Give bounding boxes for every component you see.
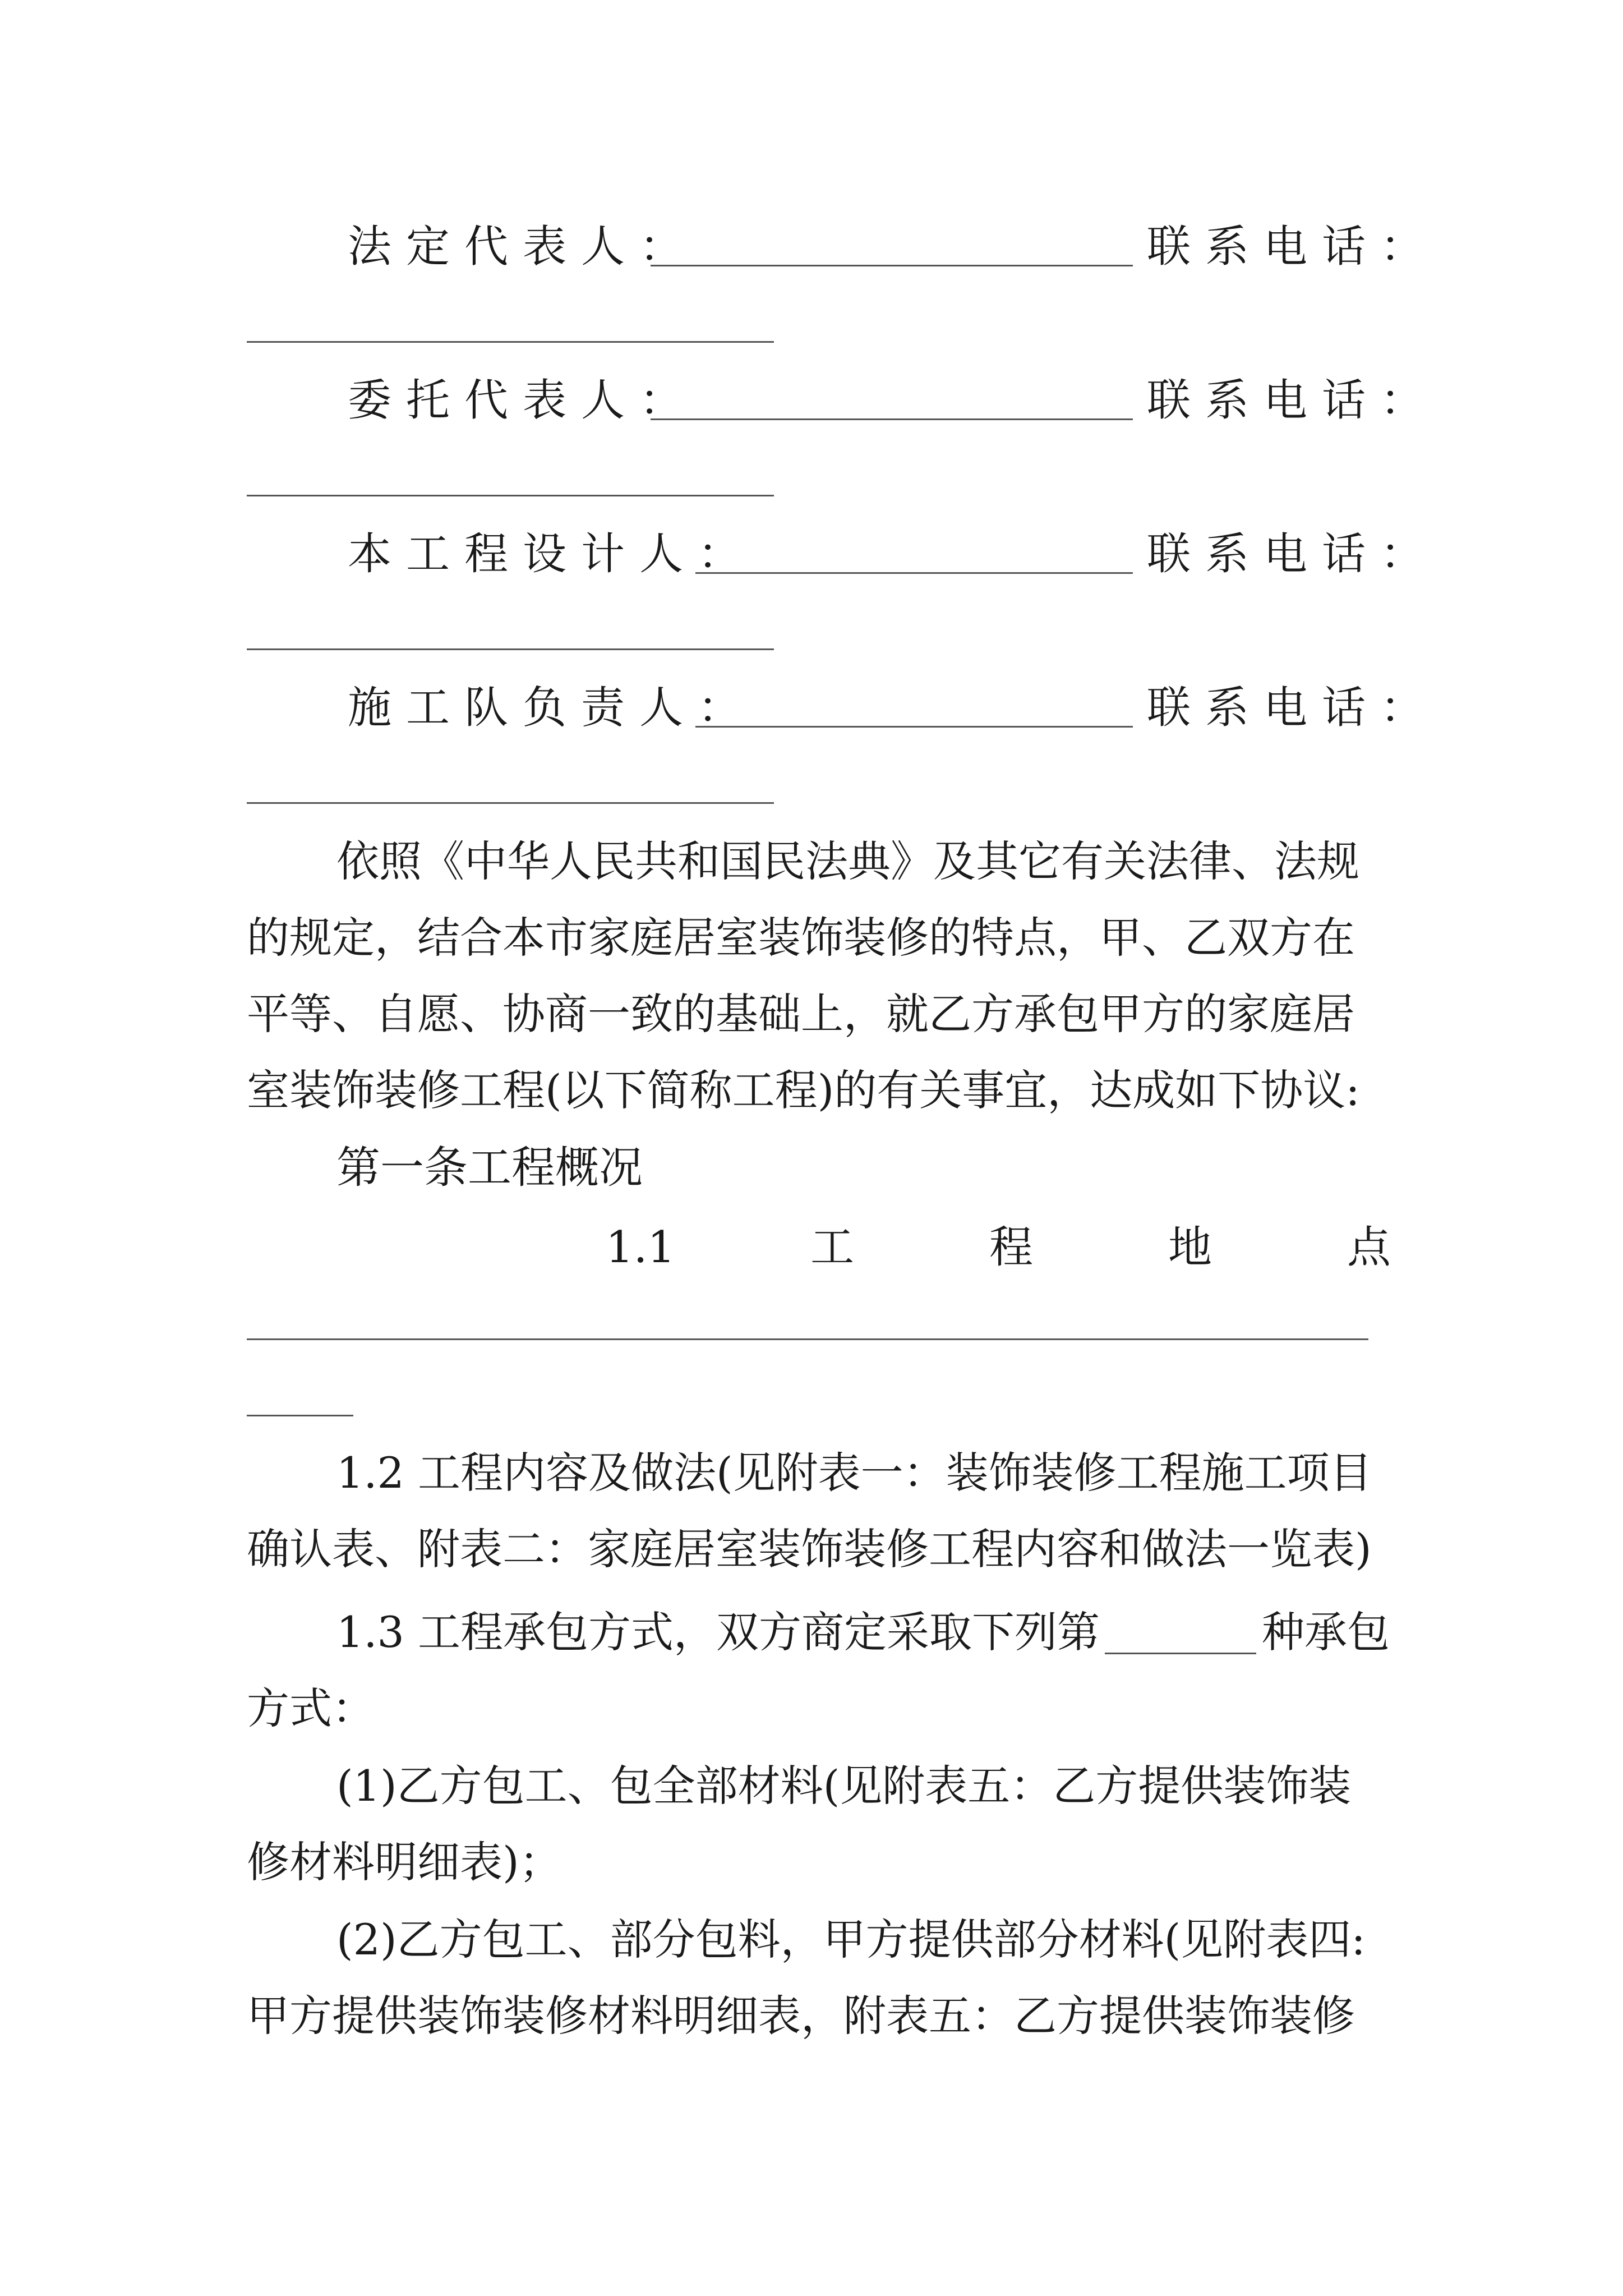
intro-line-3: 平等、自愿、协商一致的基础上，就乙方承包甲方的家庭居	[247, 989, 1355, 1039]
item-1-3-prefix: 1.3 工程承包方式，双方商定采取下列第	[336, 1607, 1100, 1657]
blank-team-lead	[695, 726, 1133, 728]
phone-label-entrusted-rep: 联系电话：	[1147, 375, 1439, 426]
phone-label-team-lead: 联系电话：	[1147, 683, 1439, 733]
blank-project-location	[247, 1338, 1368, 1340]
intro-line-1: 依照《中华人民共和国民法典》及其它有关法律、法规	[336, 836, 1359, 886]
blank-phone-entrusted-rep	[247, 495, 774, 496]
option-2-line-2: 甲方提供装饰装修材料明细表，附表五：乙方提供装饰装修	[247, 1991, 1355, 2041]
item-1-1-char: 程	[989, 1222, 1034, 1273]
item-1-1-row	[606, 1221, 1391, 1274]
phone-label-legal-rep: 联系电话：	[1147, 222, 1439, 272]
intro-line-2: 的规定，结合本市家庭居室装饰装修的特点，甲、乙双方在	[247, 913, 1355, 963]
item-1-3-line-2: 方式：	[247, 1683, 375, 1733]
contact-label-team-lead: 施工队负责人：	[348, 683, 757, 733]
item-1-3-suffix: 种承包	[1262, 1607, 1390, 1657]
phone-label-designer: 联系电话：	[1147, 529, 1439, 579]
blank-designer	[695, 572, 1133, 574]
option-1-line-2: 修材料明细表)；	[247, 1837, 562, 1887]
item-1-1-char: 点	[1347, 1222, 1391, 1273]
blank-contract-mode	[1105, 1653, 1256, 1654]
blank-entrusted-rep	[651, 418, 1133, 420]
article-1-title: 第一条工程概况	[336, 1143, 643, 1193]
item-1-1-char: 工	[810, 1222, 855, 1273]
option-2-line-1: (2)乙方包工、部分包料，甲方提供部分材料(见附表四:	[336, 1915, 1366, 1964]
option-1-line-1: (1)乙方包工、包全部材料(见附表五：乙方提供装饰装	[336, 1761, 1352, 1811]
item-1-2-line-2: 确认表、附表二：家庭居室装饰装修工程内容和做法一览表)	[247, 1524, 1372, 1574]
blank-phone-designer	[247, 648, 774, 650]
contact-label-legal-rep: 法定代表人：	[348, 222, 698, 272]
contact-label-entrusted-rep: 委托代表人：	[348, 375, 698, 426]
blank-legal-rep	[651, 265, 1133, 266]
item-1-1-number: 1.1	[606, 1222, 676, 1273]
contact-label-designer: 本工程设计人：	[348, 529, 757, 579]
blank-phone-team-lead	[247, 802, 774, 804]
intro-line-4: 室装饰装修工程(以下简称工程)的有关事宜，达成如下协议:	[247, 1065, 1360, 1115]
blank-phone-legal-rep	[247, 341, 774, 343]
blank-project-location-cont	[247, 1415, 353, 1416]
item-1-2-line-1: 1.2 工程内容及做法(见附表一：装饰装修工程施工项目	[336, 1448, 1372, 1498]
item-1-1-char: 地	[1168, 1222, 1212, 1273]
